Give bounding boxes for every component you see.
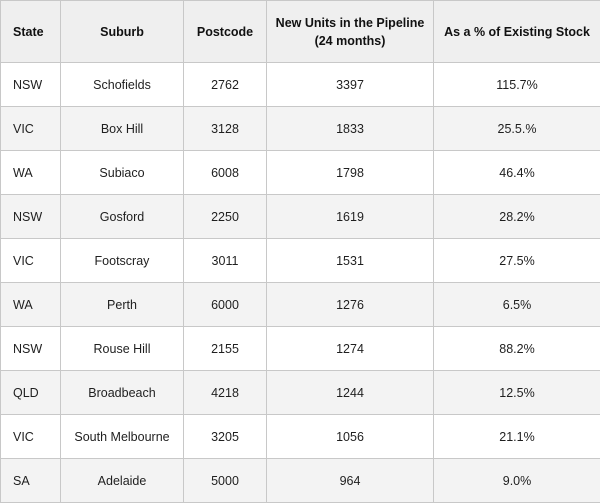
cell-postcode: 3128 xyxy=(184,107,267,151)
cell-state: WA xyxy=(1,283,61,327)
table-row xyxy=(1,107,600,151)
header-new-units-label: New Units in the Pipeline (24 months) xyxy=(275,15,425,48)
cell-new-units: 1798 xyxy=(267,151,434,195)
cell-postcode: 3205 xyxy=(184,415,267,459)
cell-pct-existing: 27.5% xyxy=(434,239,600,283)
cell-state: WA xyxy=(1,151,61,195)
cell-pct-existing: 21.1% xyxy=(434,415,600,459)
cell-postcode: 6008 xyxy=(184,151,267,195)
cell-suburb: Adelaide xyxy=(61,459,184,503)
cell-new-units: 1244 xyxy=(267,371,434,415)
cell-pct-existing: 6.5% xyxy=(434,283,600,327)
cell-state: SA xyxy=(1,459,61,503)
cell-new-units: 1276 xyxy=(267,283,434,327)
cell-postcode: 4218 xyxy=(184,371,267,415)
table-row xyxy=(1,63,600,107)
cell-new-units: 1619 xyxy=(267,195,434,239)
header-new-units xyxy=(267,1,434,63)
cell-state: NSW xyxy=(1,327,61,371)
cell-state: QLD xyxy=(1,371,61,415)
cell-suburb: South Melbourne xyxy=(61,415,184,459)
cell-state: VIC xyxy=(1,107,61,151)
table-row xyxy=(1,415,600,459)
cell-new-units: 1056 xyxy=(267,415,434,459)
cell-suburb: Box Hill xyxy=(61,107,184,151)
table-row xyxy=(1,195,600,239)
table-row xyxy=(1,239,600,283)
cell-suburb: Perth xyxy=(61,283,184,327)
table-row xyxy=(1,283,600,327)
cell-new-units: 1274 xyxy=(267,327,434,371)
table-row xyxy=(1,327,600,371)
cell-suburb: Rouse Hill xyxy=(61,327,184,371)
cell-suburb: Broadbeach xyxy=(61,371,184,415)
cell-pct-existing: 25.5.% xyxy=(434,107,600,151)
table-row xyxy=(1,459,600,503)
table-row xyxy=(1,371,600,415)
cell-postcode: 5000 xyxy=(184,459,267,503)
table-header-row xyxy=(1,1,600,63)
table-row xyxy=(1,151,600,195)
header-pct-existing: As a % of Existing Stock xyxy=(434,1,600,63)
cell-postcode: 6000 xyxy=(184,283,267,327)
cell-suburb: Schofields xyxy=(61,63,184,107)
header-suburb: Suburb xyxy=(61,1,184,63)
header-postcode: Postcode xyxy=(184,1,267,63)
cell-new-units: 964 xyxy=(267,459,434,503)
cell-postcode: 2250 xyxy=(184,195,267,239)
cell-state: VIC xyxy=(1,239,61,283)
cell-new-units: 1531 xyxy=(267,239,434,283)
cell-state: NSW xyxy=(1,195,61,239)
cell-postcode: 2155 xyxy=(184,327,267,371)
cell-new-units: 3397 xyxy=(267,63,434,107)
cell-pct-existing: 28.2% xyxy=(434,195,600,239)
cell-pct-existing: 46.4% xyxy=(434,151,600,195)
cell-state: NSW xyxy=(1,63,61,107)
cell-suburb: Footscray xyxy=(61,239,184,283)
header-state: State xyxy=(1,1,61,63)
cell-pct-existing: 9.0% xyxy=(434,459,600,503)
cell-state: VIC xyxy=(1,415,61,459)
cell-suburb: Subiaco xyxy=(61,151,184,195)
cell-suburb: Gosford xyxy=(61,195,184,239)
cell-postcode: 2762 xyxy=(184,63,267,107)
cell-new-units: 1833 xyxy=(267,107,434,151)
cell-pct-existing: 88.2% xyxy=(434,327,600,371)
cell-postcode: 3011 xyxy=(184,239,267,283)
cell-pct-existing: 115.7% xyxy=(434,63,600,107)
cell-pct-existing: 12.5% xyxy=(434,371,600,415)
